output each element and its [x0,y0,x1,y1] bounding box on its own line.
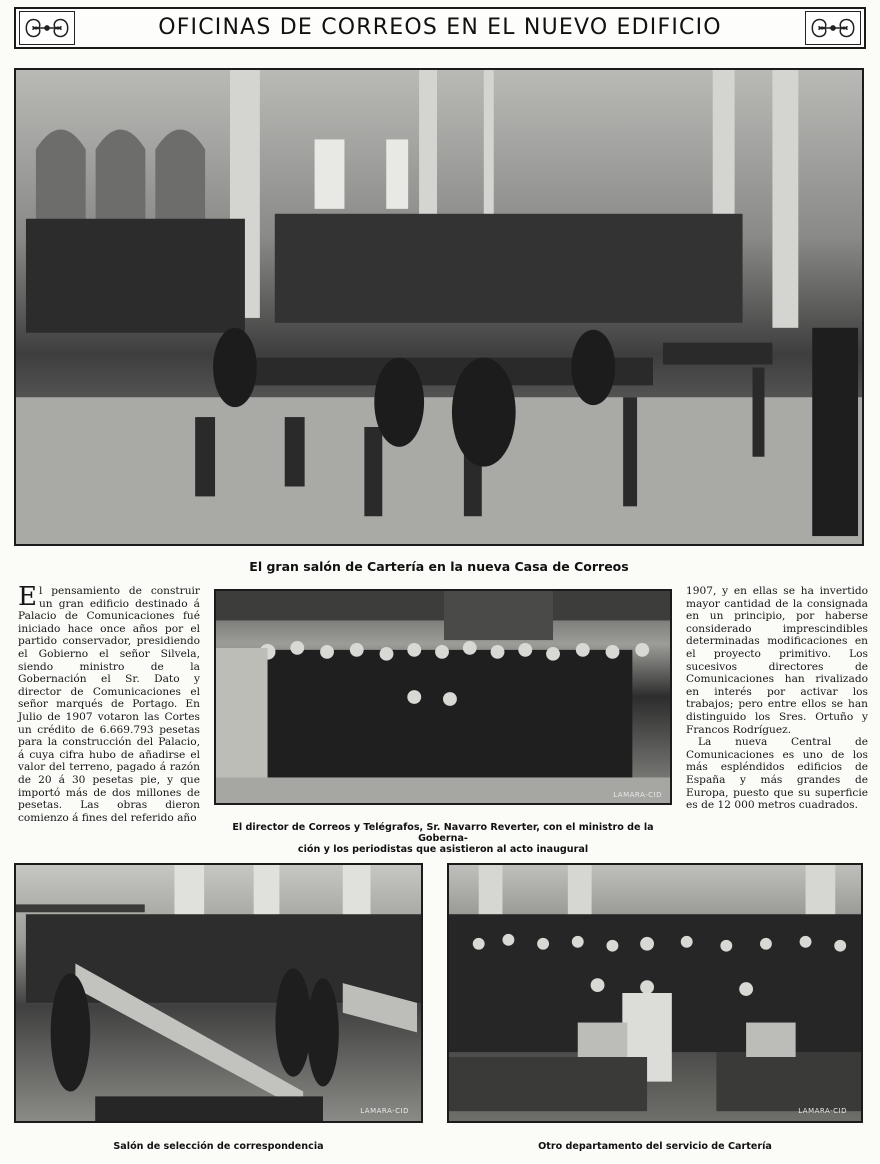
photo-credit: LAMARA-CID [798,1107,847,1115]
page-header [14,7,866,49]
middle-caption-line-1: El director de Correos y Telégrafos, Sr. Navarro Reverter, con el ministro de la Goberna- [232,822,654,844]
middle-photo-caption [206,822,680,855]
main-photo-caption: El gran salón de Cartería en la nueva Casa de Correos [249,559,629,574]
bottom-right-photo [447,863,863,1123]
page-title: OFICINAS DE CORREOS EN EL NUEVO EDIFICIO [158,15,722,40]
bottom-left-caption: Salón de selección de correspondencia [113,1141,324,1152]
middle-photo [214,589,672,805]
drop-cap: E [18,582,37,612]
scroll-ornament-icon [805,11,861,45]
main-photo [14,68,864,546]
middle-caption-line-2: ción y los periodistas que asistieron al acto inaugural [297,844,589,855]
photo-credit: LAMARA-CID [613,791,662,799]
article-right-paragraph-2: La nueva Central de Comunicaciones es uno de los más espléndidos edificios de España y más grandes de Europa, puesto que su superficie es de 12 000 metros cuadrados. [686,736,868,812]
photo-credit: LAMARA-CID [360,1107,409,1115]
article-left-text: l pensamiento de construir un gran edificio destinado á Palacio de Comunicaciones fué iniciado hace once años por el partido conservador, presidiendo el Gobierno el señor Silvela, siendo ministro de la Gobernación el Sr. Dato y director de Comunicaciones el señor marqués de Portago. En Julio de 1907 votaron las Cortes un crédito de 6.669.793 pesetas para la construcción del Palacio, á cuya cifra hubo de añadirse el valor del terreno, pagado á razón de 20 á 30 pesetas pie, y que importó más de dos millones de pesetas. Las obras dieron comienzo á fines del referido año [18,585,200,824]
bottom-right-caption: Otro departamento del servicio de Cartería [538,1141,772,1152]
scroll-ornament-icon [19,11,75,45]
article-right-column [686,585,868,847]
article-left-column [18,582,200,847]
bottom-left-photo [14,863,423,1123]
article-right-paragraph-1: 1907, y en ellas se ha invertido mayor cantidad de la consignada en un principio, por haberse considerado imprescindibles determinadas modificaciones en el proyecto primitivo. Los sucesivos directores de Comunicaciones han rivalizado en interés por activar los trabajos; pero entre ellos se han distinguido los Sres. Ortuño y Francos Rodríguez. [686,585,868,736]
